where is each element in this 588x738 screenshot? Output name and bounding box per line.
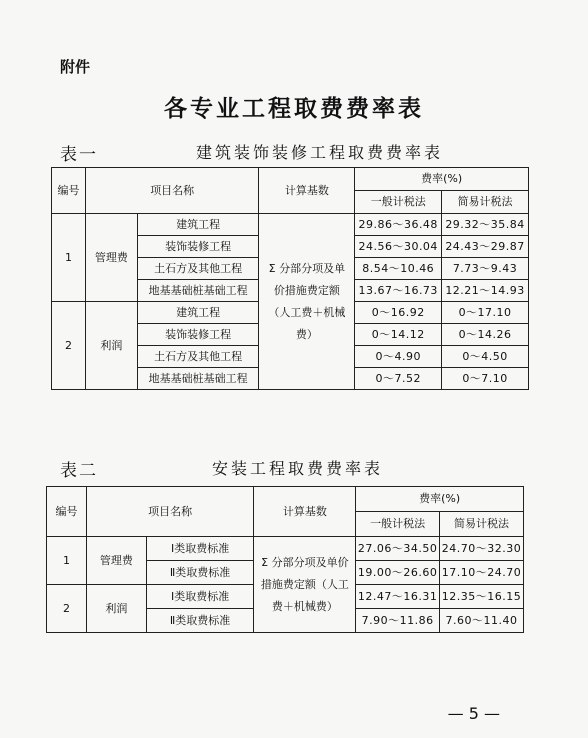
table1-simple-rate: 7.73～9.43 [442, 258, 529, 280]
table2-group-no: 2 [47, 585, 87, 633]
table1-general-rate: 0～7.52 [355, 368, 442, 390]
table1-general-rate: 13.67～16.73 [355, 280, 442, 302]
table2-header-item: 项目名称 [86, 487, 254, 537]
table2-item: Ⅰ类取费标准 [146, 537, 254, 561]
table1-simple-rate: 24.43～29.87 [442, 236, 529, 258]
table1-simple-rate: 12.21～14.93 [442, 280, 529, 302]
table2-simple-rate: 24.70～32.30 [440, 537, 524, 561]
table1-item: 建筑工程 [137, 214, 259, 236]
table1-item: 装饰装修工程 [137, 324, 259, 346]
table2-item: Ⅱ类取费标准 [146, 561, 254, 585]
table1-header-simple: 简易计税法 [442, 191, 529, 214]
table2-title: 安装工程取费费率表 [212, 459, 384, 478]
table1-simple-rate: 29.32～35.84 [442, 214, 529, 236]
table2-general-rate: 19.00～26.60 [356, 561, 440, 585]
table2-general-rate: 12.47～16.31 [356, 585, 440, 609]
table2-simple-rate: 7.60～11.40 [440, 609, 524, 633]
table1-item: 装饰装修工程 [137, 236, 259, 258]
table1-header-basis: 计算基数 [259, 168, 355, 214]
table2-general-rate: 7.90～11.86 [356, 609, 440, 633]
table2-header-general: 一般计税法 [356, 512, 440, 537]
table2-basis: Σ 分部分项及单价措施费定额（人工费＋机械费） [254, 537, 356, 633]
table1-group-no: 1 [52, 214, 86, 302]
table2-group-name: 利润 [86, 585, 146, 633]
table1-group-name: 管理费 [85, 214, 137, 302]
table1-label: 表一 [60, 145, 98, 165]
table1-header-no: 编号 [52, 168, 86, 214]
table2-header-simple: 简易计税法 [440, 512, 524, 537]
table2-item: Ⅱ类取费标准 [146, 609, 254, 633]
table1-basis: Σ 分部分项及单价措施费定额（人工费＋机械费） [259, 214, 355, 390]
attachment-label: 附件 [60, 58, 91, 76]
table1-item: 建筑工程 [137, 302, 259, 324]
table1-simple-rate: 0～14.26 [442, 324, 529, 346]
table1-general-rate: 0～4.90 [355, 346, 442, 368]
table2-group-no: 1 [47, 537, 87, 585]
table1-general-rate: 0～14.12 [355, 324, 442, 346]
table1-title: 建筑装饰装修工程取费费率表 [196, 143, 444, 162]
table2-simple-rate: 12.35～16.15 [440, 585, 524, 609]
table1-group-name: 利润 [85, 302, 137, 390]
table2-group-name: 管理费 [86, 537, 146, 585]
table2-header-basis: 计算基数 [254, 487, 356, 537]
table1-item: 土石方及其他工程 [137, 258, 259, 280]
table1-header-general: 一般计税法 [355, 191, 442, 214]
table1-header-item: 项目名称 [85, 168, 259, 214]
table2-item: Ⅰ类取费标准 [146, 585, 254, 609]
table1 [51, 167, 529, 390]
table2 [46, 486, 524, 633]
table1-simple-rate: 0～7.10 [442, 368, 529, 390]
table1-simple-rate: 0～17.10 [442, 302, 529, 324]
table1-header-rate: 费率(%) [355, 168, 529, 191]
table1-general-rate: 29.86～36.48 [355, 214, 442, 236]
table1-simple-rate: 0～4.50 [442, 346, 529, 368]
table1-group-no: 2 [52, 302, 86, 390]
table1-item: 地基基础桩基础工程 [137, 280, 259, 302]
table1-item: 地基基础桩基础工程 [137, 368, 259, 390]
table2-simple-rate: 17.10～24.70 [440, 561, 524, 585]
table1-general-rate: 8.54～10.46 [355, 258, 442, 280]
page-title: 各专业工程取费费率表 [164, 95, 424, 122]
table1-general-rate: 0～16.92 [355, 302, 442, 324]
table2-general-rate: 27.06～34.50 [356, 537, 440, 561]
table1-item: 土石方及其他工程 [137, 346, 259, 368]
table1-general-rate: 24.56～30.04 [355, 236, 442, 258]
page-number: — 5 — [447, 704, 500, 723]
table2-header-no: 编号 [47, 487, 87, 537]
table2-header-rate: 费率(%) [356, 487, 524, 512]
table2-label: 表二 [60, 461, 98, 481]
